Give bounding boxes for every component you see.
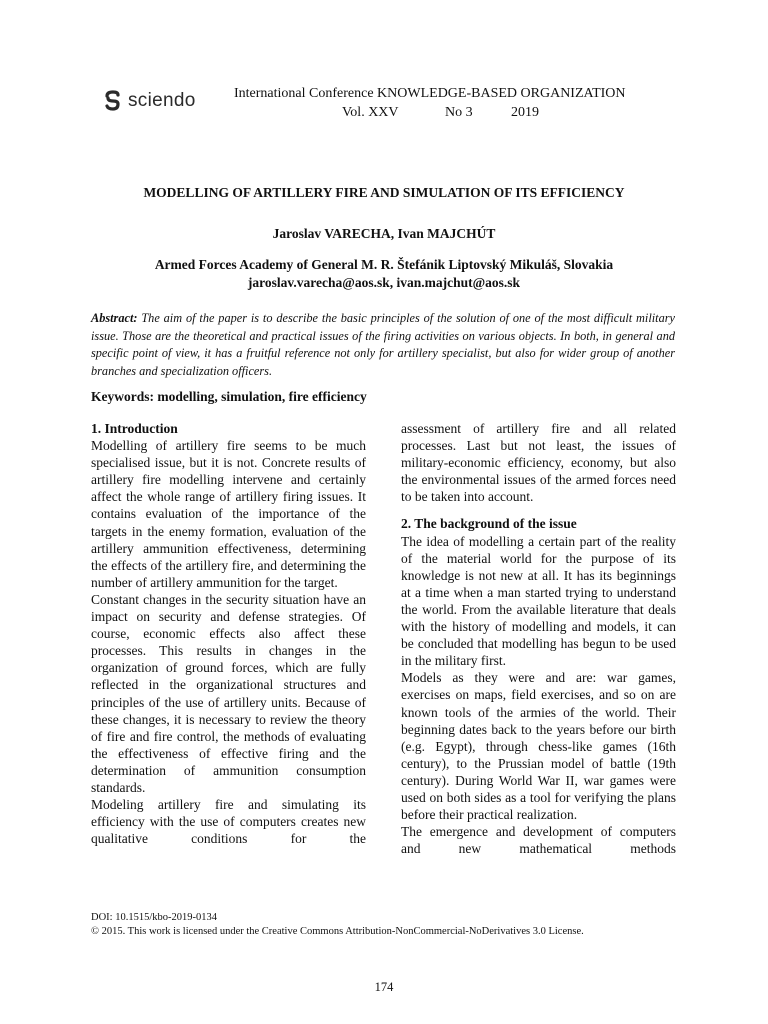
year: 2019 bbox=[511, 105, 539, 120]
footer bbox=[91, 911, 584, 939]
volume-line bbox=[342, 104, 539, 122]
doi: DOI: 10.1515/kbo-2019-0134 bbox=[91, 912, 217, 923]
paragraph: Models as they were and are: war games, exercises on maps, field exercises, and so on are known tools of the armies of the world. Their beginning dates back to the years before our birth (e.g. Egypt), through chess-like games (16th century), to the Prussian model of battle (19th century). During World War II, war games were used on both sides as a tool for verifying the plans before their practical realization. bbox=[401, 670, 676, 823]
paragraph: Constant changes in the security situation have an impact on security and defense strategies. Of course, economic effects also affect these processes. This results in changes in the organization of ground forces, which are fully reflected in the organizational structures and principles of the use of artillery units. Because of these changes, it is necessary to review the theory of fire and fire control, the methods of evaluating the effectiveness of effective firing and the determination of ammunition consumption standards. bbox=[91, 591, 366, 795]
sciendo-logo bbox=[104, 90, 196, 112]
logo-text: sciendo bbox=[128, 90, 196, 111]
paragraph: assessment of artillery fire and all related processes. Last but not least, the issues of military-economic efficiency, economy, but also the environmental issues of the armed forces need to be taken into account. bbox=[401, 421, 676, 505]
page-number: 174 bbox=[374, 980, 394, 994]
emails: jaroslav.varecha@aos.sk, ivan.majchut@aos.sk bbox=[247, 275, 521, 290]
paragraph: The emergence and development of computers and new mathematical methods bbox=[401, 824, 676, 857]
affiliation: Armed Forces Academy of General M. R. Štefánik Liptovský Mikuláš, Slovakia bbox=[154, 257, 614, 272]
section-heading-introduction: 1. Introduction bbox=[91, 421, 178, 436]
issue-number: No 3 bbox=[445, 105, 473, 120]
conference-name: International Conference KNOWLEDGE-BASED ORGANIZATION bbox=[234, 86, 626, 101]
right-column bbox=[401, 420, 676, 857]
paragraph: The idea of modelling a certain part of the reality of the material world for the purpose of its knowledge is not new at all. It has its beginnings at a time when a man started trying to understand the world. From the available literature that deals with the history of modelling and models, it can be concluded that modelling has begun to be used in the military first. bbox=[401, 533, 676, 669]
section-heading-background: 2. The background of the issue bbox=[401, 516, 577, 532]
sciendo-logo-icon bbox=[104, 90, 122, 112]
abstract bbox=[91, 310, 675, 380]
affiliation-block bbox=[0, 256, 768, 292]
authors: Jaroslav VARECHA, Ivan MAJCHÚT bbox=[272, 226, 496, 241]
volume: Vol. XXV bbox=[342, 105, 399, 120]
paragraph: Modeling artillery fire and simulating its efficiency with the use of computers creates new qualitative conditions for the bbox=[91, 797, 366, 847]
abstract-label: Abstract: bbox=[91, 311, 138, 325]
paper-title: MODELLING OF ARTILLERY FIRE AND SIMULATION OF ITS EFFICIENCY bbox=[143, 185, 625, 200]
left-column bbox=[91, 420, 366, 847]
license: © 2015. This work is licensed under the Creative Commons Attribution-NonCommercial-NoDerivatives 3.0 License. bbox=[91, 926, 584, 937]
keywords: Keywords: modelling, simulation, fire efficiency bbox=[91, 389, 367, 404]
abstract-text: The aim of the paper is to describe the basic principles of the solution of one of the most difficult military issue. Those are the theoretical and practical issues of the firing activities on various objects. In both, in general and specific point of view, it has a fruitful reference not only for artillery specialist, but also for wider group of another branches and specialization officers. bbox=[91, 311, 675, 378]
paragraph: Modelling of artillery fire seems to be much specialised issue, but it is not. Concrete results of artillery fire modelling intervene and certainly affect the whole range of artillery firing issues. It contains evaluation of the importance of the targets in the enemy formation, evaluation of the artillery ammunition effectiveness, determining the effects of the artillery fire, and determining the number of artillery ammunition for the target. bbox=[91, 438, 366, 590]
